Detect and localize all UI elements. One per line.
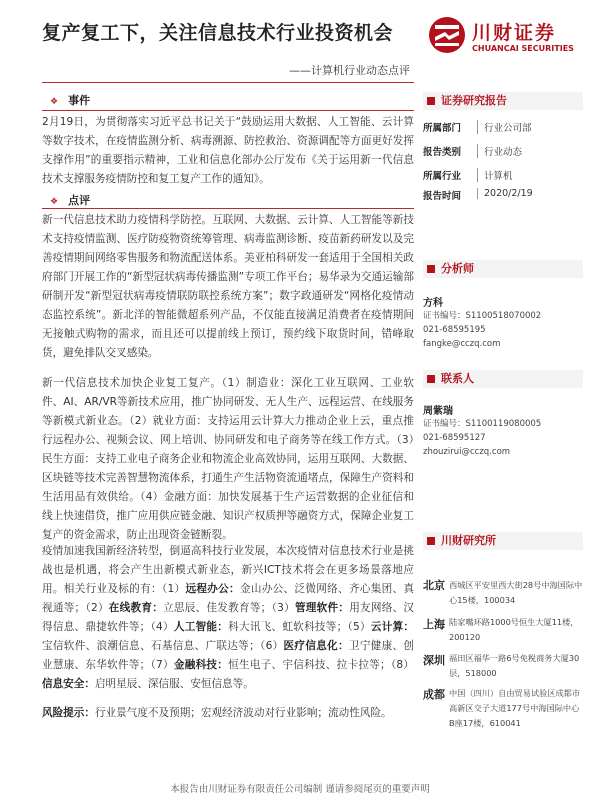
square-bullet-icon — [427, 265, 435, 273]
footer-disclaimer: 本报告由川财证券有限责任公司编制 谨请参阅尾页的重要声明 — [170, 784, 430, 795]
analyst-cert: 证书编号：S1100518070002 — [423, 311, 542, 321]
square-bullet-icon — [427, 97, 435, 105]
contact-name: 周紫瑞 — [423, 406, 453, 417]
target-stocks: 恒生电子、宇信科技、拉卡拉等； — [228, 659, 391, 671]
risk-warning: 风险提示：行业景气度不及预期；宏观经济波动对行业影响；流动性风险。 — [42, 707, 392, 719]
target-index: （1） — [161, 583, 186, 595]
report-type-heading: 证券研究报告 — [423, 92, 583, 110]
diamond-bullet-icon: ❖ — [50, 97, 59, 107]
target-stocks: 金山办公、泛微网络、齐心集团、真视通等； — [42, 583, 415, 614]
office-address: 西城区平安里西大街28号中海国际中心15楼，100034 — [449, 580, 583, 605]
company-logo — [428, 14, 578, 64]
event-heading: ❖ 事件 — [50, 94, 91, 107]
event-divider — [42, 110, 414, 111]
office-address: 陆家嘴环路1000号恒生大厦11楼，200120 — [449, 617, 579, 642]
office-city: 上海 — [423, 618, 445, 631]
target-category: 信息安全： — [42, 678, 95, 690]
analyst-email: fangke@cczq.com — [423, 339, 501, 349]
event-text: 2月19日，为贯彻落实习近平总书记关于“鼓励运用大数据、人工智能、云计算等数字技术，在疫情监测分析、病毒溯源、防控救治、资源调配等方面更好发挥支撑作用”的重要指示精神，工业和信息化部办公厅发布《关于运用新一代信息技术支撑服务疫情防控和复工复产工作的通知》。 — [42, 116, 414, 185]
contact-card — [423, 402, 583, 459]
comment-divider — [42, 208, 414, 209]
info-row: 所属部门 行业公司部 — [423, 120, 583, 134]
target-category: 管理软件： — [294, 602, 350, 614]
target-index: （5） — [347, 621, 371, 633]
target-category: 远程办公： — [185, 583, 240, 595]
target-category: 云计算： — [370, 621, 415, 633]
comment-paragraph-3: 疫情加速我国新经济转型，倒逼高科技行业发展，本次疫情对信息技术行业是挑战也是机遇，将会产生出新模式新业态，新兴ICT技术将会在更多场景落地应用。相关行业及标的有：（1）远程办公：金山办公、泛微网络、齐心集团、真视通等；（2）在线教育：立思辰、佳发教育等；（3）管理软件：用友网络、汉得信息、鼎捷软件等；（4）人工智能：科大讯飞、虹软科技等；（5）云计算：宝信软件、浪潮信息、石基信息、广联达等；（6）医疗信息化：卫宁健康、创业慧康、东华软件等；（7）金融科技：恒生电子、宇信科技、拉卡拉等；（8）信息安全：启明星辰、深信服、安恒信息等。 — [42, 545, 415, 690]
target-index: （2） — [85, 602, 109, 614]
target-stocks: 宝信软件、浪潮信息、石基信息、广联达等； — [42, 640, 260, 652]
target-stocks: 卫宁健康、创业慧康、东华软件等； — [42, 640, 415, 671]
office-city: 成都 — [423, 688, 445, 701]
target-category: 人工智能： — [173, 621, 229, 633]
logo-text-en: CHUANCAI SECURITIES — [472, 44, 574, 53]
analyst-card — [423, 294, 583, 351]
target-category: 医疗信息化： — [283, 640, 349, 652]
diamond-bullet-icon: ❖ — [50, 197, 59, 207]
target-stocks: 科大讯飞、虹软科技等； — [228, 621, 348, 633]
office-city: 北京 — [423, 579, 445, 592]
target-stocks: 立思辰、佳发教育等； — [163, 602, 272, 614]
target-index: （4） — [150, 621, 174, 633]
comment-heading: ❖ 点评 — [50, 194, 91, 207]
info-row: 报告时间 2020/2/19 — [423, 188, 533, 202]
comment-paragraph-2: 新一代信息技术加快企业复工复产。（1）制造业：深化工业互联网、工业软件、AI、AR/VR等新技术应用，推广协同研发、无人生产、远程运营、在线服务等新模式新业态。（2）就业方面：支持运用云计算大力推动企业上云，重点推行远程办公、视频会议、网上培训、协同研发和电子商务等在线工作方式。（3）民生方面：支持工业电子商务企业和物流企业高效协同，运用互联网、大数据、区块链等技术完善智慧物流体系，打通生产生活物资流通堵点，保障生产资料和生活用品有效供给。（4）金融方面：加快发展基于生产运营数据的企业征信和线上快速借贷，推广应用供应链金融、知识产权质押等融资方式，保障企业复工复产的资金需求，防止出现资金链断裂。 — [42, 377, 414, 541]
report-subtitle: ——计算机行业动态点评 — [289, 64, 410, 77]
target-category: 金融科技： — [173, 659, 229, 671]
contact-cert: 证书编号：S1100119080005 — [423, 419, 542, 429]
office-address: 福田区福华一路6号免税商务大厦30层，518000 — [449, 653, 580, 678]
info-row: 报告类别 行业动态 — [423, 144, 583, 158]
contact-phone: 021-68595127 — [423, 433, 486, 443]
header-divider — [42, 82, 414, 83]
info-row: 所属行业 计算机 — [423, 168, 583, 182]
square-bullet-icon — [427, 375, 435, 383]
target-index: （6） — [259, 640, 284, 652]
logo-mark-icon — [428, 16, 466, 54]
target-index: （8） — [390, 659, 415, 671]
comment-paragraph-1: 新一代信息技术助力疫情科学防控。互联网、大数据、云计算、人工智能等新技术支持疫情监测、医疗防疫物资统筹管理、病毒监测诊断、疫苗新药研发以及完善疫情期间网络零售服务和物流配送体系。美亚柏科研发一套适用于全国相关政府部门开展工作的“新型冠状病毒传播监测”专项工作平台；易华录为交通运输部研制开发“新型冠状病毒疫情联防联控系统方案”；数字政通研发“网格化疫情动态监控系统”。新北洋的智能微超系列产品，不仅能直接满足消费者在疫情期间无接触式购物的需求，而且还可以提前线上预订，预约线下取货时间，错峰取货，避免排队交叉感染。 — [42, 214, 414, 359]
target-index: （3） — [271, 602, 295, 614]
analyst-name: 方科 — [423, 298, 443, 309]
logo-text-cn: 川财证券 — [472, 22, 557, 44]
report-title: 复产复工下，关注信息技术行业投资机会 — [42, 22, 394, 44]
target-index: （7） — [150, 659, 174, 671]
contact-email: zhouzirui@cczq.com — [423, 447, 511, 457]
target-stocks: 启明星辰、深信服、安恒信息等。 — [94, 678, 254, 690]
analyst-phone: 021-68595195 — [423, 325, 486, 335]
target-stocks: 用友网络、汉得信息、鼎捷软件等； — [42, 602, 415, 633]
analyst-heading: 分析师 — [423, 260, 583, 278]
office-address: 中国（四川）自由贸易试验区成都市高新区交子大道177号中海国际中心B座17楼，610041 — [449, 688, 581, 728]
square-bullet-icon — [427, 537, 435, 545]
institute-heading: 川财研究所 — [423, 532, 583, 550]
office-city: 深圳 — [423, 654, 445, 667]
target-category: 在线教育： — [108, 602, 164, 614]
contact-heading: 联系人 — [423, 370, 583, 388]
